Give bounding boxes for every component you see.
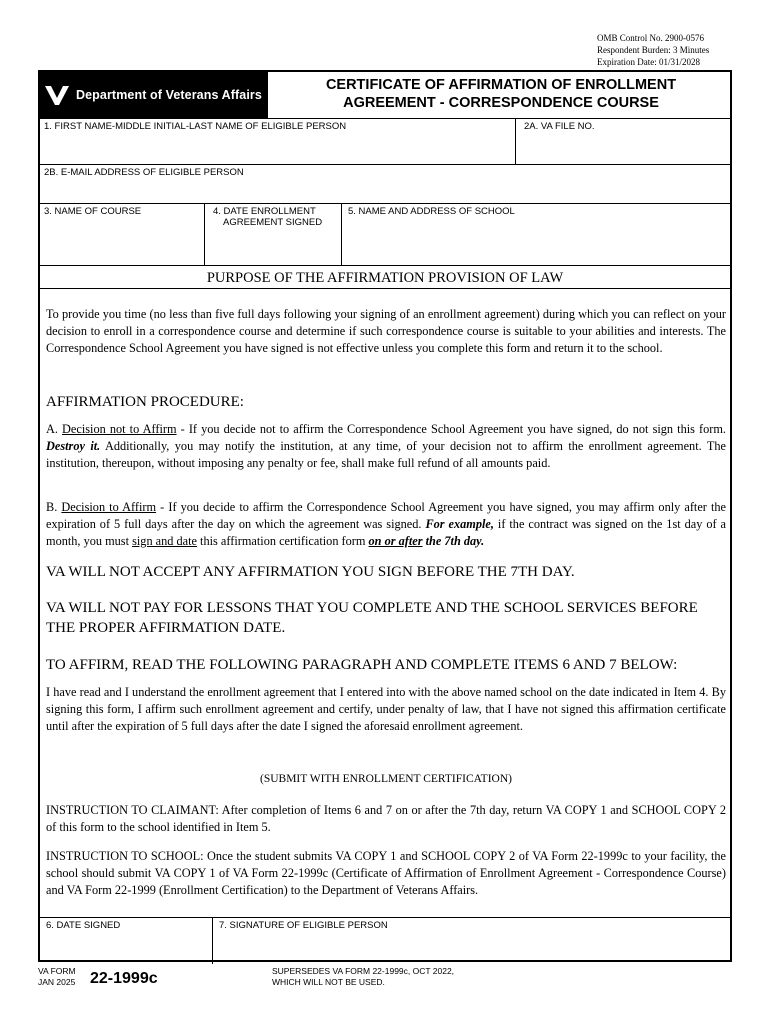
procedure-a-text2: Additionally, you may notify the institution, at any time, of your decision not to affirm the enrollment agreement. The institution, thereupon, without imposing any penalty or fee, shall make full refund of all amounts paid.	[46, 439, 726, 470]
va-logo-block	[40, 72, 267, 118]
footer-va-form: VA FORM	[38, 966, 76, 976]
procedure-a-text: - If you decide not to affirm the Correspondence School Agreement you have signed, do not sign this form.	[176, 422, 726, 436]
field-label: 7. SIGNATURE OF ELIGIBLE PERSON	[219, 920, 388, 931]
field-va-file-no[interactable]	[516, 118, 734, 164]
divider	[267, 72, 268, 118]
field-eligible-person-name[interactable]	[40, 118, 515, 164]
procedure-b-onafter: on or after	[368, 534, 423, 548]
purpose-text: To provide you time (no less than five full days following your signing of an enrollment agreement) during which you can reflect on your decision to enroll in a correspondence course and determine if such correspondence course is suitable to your abilities and interests. The Correspondence School Agreement you have signed is not effective unless you complete this form and return it to the school.	[46, 307, 726, 355]
procedure-heading: AFFIRMATION PROCEDURE:	[46, 394, 244, 410]
procedure-b-prefix: B.	[46, 500, 62, 514]
procedure-b-7th: the 7th day.	[422, 534, 485, 548]
procedure-b	[46, 499, 726, 550]
warning-affirmation-date: VA WILL NOT ACCEPT ANY AFFIRMATION YOU SIGN BEFORE THE 7TH DAY.	[46, 564, 575, 580]
form-title-line2: AGREEMENT - CORRESPONDENCE COURSE	[343, 95, 659, 111]
field-label: 5. NAME AND ADDRESS OF SCHOOL	[348, 206, 515, 217]
field-label: 6. DATE SIGNED	[46, 920, 121, 931]
field-label: 1. FIRST NAME-MIDDLE INITIAL-LAST NAME OF ELIGIBLE PERSON	[44, 121, 347, 132]
footer-date: JAN 2025	[38, 977, 76, 987]
footer-form-number: 22-1999c	[90, 970, 158, 987]
divider	[40, 265, 730, 266]
form-title	[268, 76, 734, 112]
procedure-b-example: For example,	[425, 517, 494, 531]
omb-info	[597, 32, 709, 68]
instruction-claimant: INSTRUCTION TO CLAIMANT: After completion of Items 6 and 7 on or after the 7th day, return VA COPY 1 and SCHOOL COPY 2 of this form to the school identified in Item 5.	[46, 803, 726, 834]
submit-note: (SUBMIT WITH ENROLLMENT CERTIFICATION)	[260, 773, 512, 785]
procedure-b-text2: if the contract was signed on the 1st day of a month, you must	[46, 517, 726, 548]
procedure-a	[46, 421, 726, 472]
warning-lessons: VA WILL NOT PAY FOR LESSONS THAT YOU COMPLETE AND THE SCHOOL SERVICES BEFORE THE PROPER AFFIRMATION DATE.	[46, 600, 698, 636]
purpose-heading: PURPOSE OF THE AFFIRMATION PROVISION OF LAW	[206, 270, 564, 286]
field-label: 4. DATE ENROLLMENT	[213, 206, 316, 217]
footer-supersedes	[272, 966, 454, 988]
footer-supersedes-line2: WHICH WILL NOT BE USED.	[272, 977, 385, 987]
to-affirm-heading: TO AFFIRM, READ THE FOLLOWING PARAGRAPH AND COMPLETE ITEMS 6 AND 7 BELOW:	[46, 657, 678, 673]
procedure-b-signdate: sign and date	[132, 534, 197, 548]
expiration-date: Expiration Date: 01/31/2028	[597, 57, 700, 67]
footer-supersedes-line1: SUPERSEDES VA FORM 22-1999c, OCT 2022,	[272, 966, 455, 976]
field-enrollment-date[interactable]	[205, 203, 341, 265]
field-label: 2A. VA FILE NO.	[524, 121, 595, 132]
procedure-b-text: - If you decide to affirm the Correspondence School Agreement you have signed, you may affirm only after the expiration of 5 full days after the day on which the agreement was signed.	[46, 500, 727, 531]
omb-control-no: OMB Control No. 2900-0576	[597, 33, 705, 43]
procedure-b-text3: this affirmation certification form	[196, 534, 369, 548]
department-name: Department of Veterans Affairs	[76, 88, 262, 102]
field-label: 3. NAME OF COURSE	[44, 206, 142, 217]
field-school-name-address[interactable]	[342, 203, 734, 265]
procedure-a-destroy: Destroy it.	[46, 439, 101, 453]
field-date-signed[interactable]	[40, 917, 212, 964]
field-label: 2B. E-MAIL ADDRESS OF ELIGIBLE PERSON	[44, 167, 244, 178]
respondent-burden: Respondent Burden: 3 Minutes	[597, 45, 710, 55]
va-seal-icon	[44, 82, 70, 108]
field-course-name[interactable]	[40, 203, 204, 265]
field-label: AGREEMENT SIGNED	[223, 217, 323, 228]
procedure-b-label: Decision to Affirm	[61, 500, 157, 514]
field-email[interactable]	[40, 164, 734, 203]
instruction-school: INSTRUCTION TO SCHOOL: Once the student submits VA COPY 1 and SCHOOL COPY 2 of VA Form 22-1999c to your facility, the school should submit VA COPY 1 of VA Form 22-1999c (Certificate of Affirmation of Enrollment Agreement - Correspondence Course) and VA Form 22-1999 (Enrollment Certification) to the Department of Veterans Affairs.	[46, 849, 726, 897]
field-signature[interactable]	[213, 917, 734, 964]
form-title-line1: CERTIFICATE OF AFFIRMATION OF ENROLLMENT	[325, 77, 677, 93]
footer-form-info	[38, 966, 76, 988]
procedure-a-prefix: A.	[46, 422, 63, 436]
form-frame	[38, 70, 732, 962]
procedure-a-label: Decision not to Affirm	[62, 422, 177, 436]
affirmation-text: I have read and I understand the enrollment agreement that I entered into with the above named school on the date indicated in Item 4. By signing this form, I affirm such enrollment agreement and certify, under penalty of law, that I have not signed this affirmation certificate until after the expiration of 5 full days after the date I signed the aforesaid enrollment agreement.	[46, 685, 726, 733]
divider	[40, 288, 730, 289]
